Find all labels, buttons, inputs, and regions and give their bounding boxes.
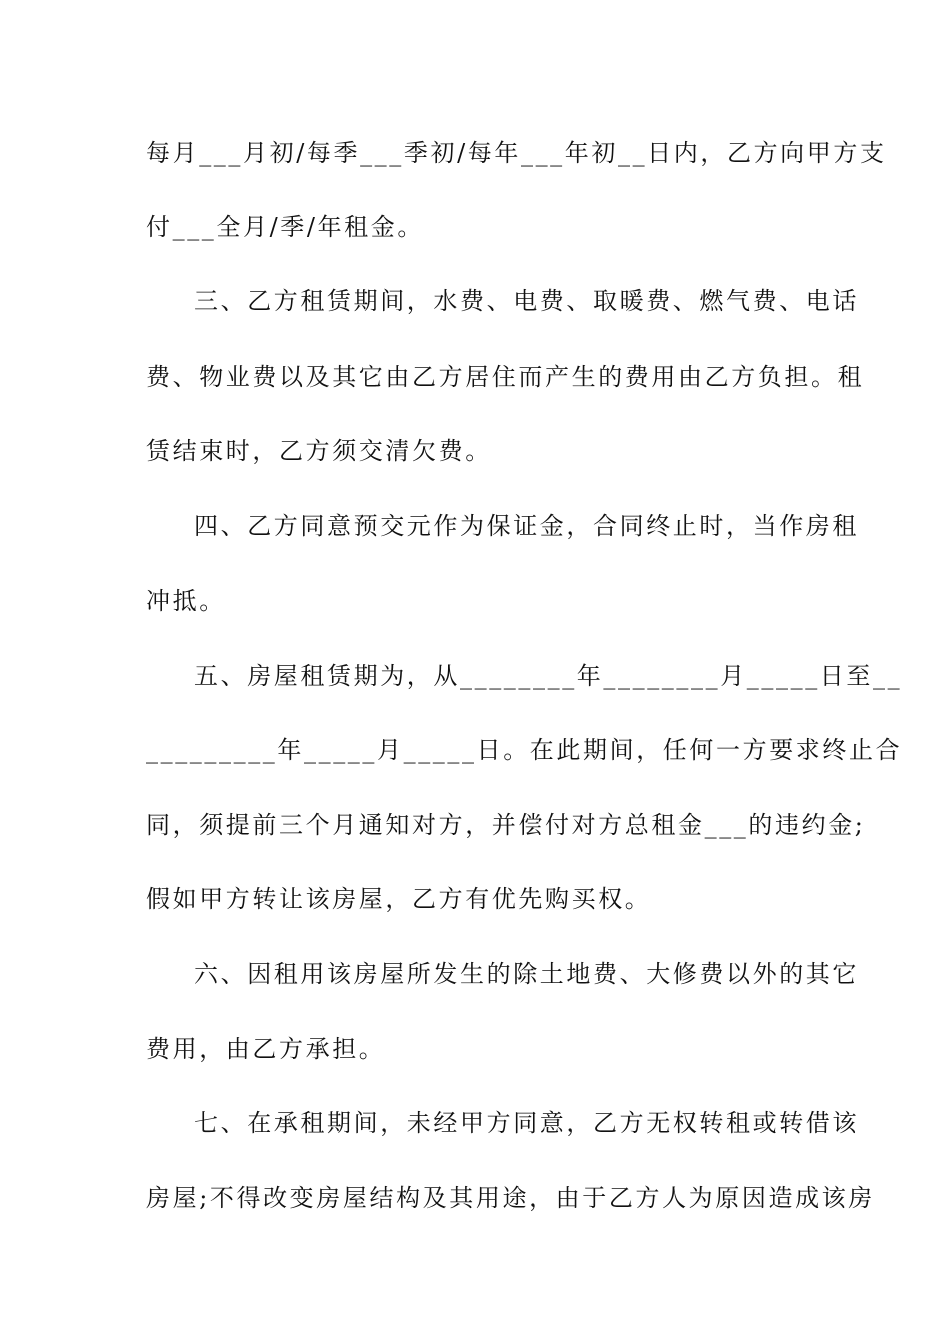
clause-4-line: 四、乙方同意预交元作为保证金，合同终止时，当作房租 xyxy=(194,512,859,540)
text-line: 费用，由乙方承担。 xyxy=(146,1035,386,1063)
clause-6-line: 六、因租用该房屋所发生的除土地费、大修费以外的其它 xyxy=(194,960,859,988)
text-line: 冲抵。 xyxy=(146,587,226,615)
text-line: _________年_____月_____日。在此期间，任何一方要求终止合 xyxy=(146,736,903,764)
clause-3-line: 三、乙方租赁期间，水费、电费、取暖费、燃气费、电话 xyxy=(194,287,859,315)
text-line: 赁结束时，乙方须交清欠费。 xyxy=(146,437,492,465)
text-line: 每月___月初/每季___季初/每年___年初__日内，乙方向甲方支 xyxy=(146,139,887,167)
text-line: 费、物业费以及其它由乙方居住而产生的费用由乙方负担。租 xyxy=(146,363,865,391)
text-line: 付___全月/季/年租金。 xyxy=(146,213,424,241)
text-line: 房屋;不得改变房屋结构及其用途，由于乙方人为原因造成该房 xyxy=(146,1184,875,1212)
text-line: 假如甲方转让该房屋，乙方有优先购买权。 xyxy=(146,885,652,913)
clause-5-line: 五、房屋租赁期为，从________年________月_____日至__ xyxy=(194,662,903,690)
clause-7-line: 七、在承租期间，未经甲方同意，乙方无权转租或转借该 xyxy=(194,1109,859,1137)
text-line: 同，须提前三个月通知对方，并偿付对方总租金___的违约金; xyxy=(146,811,866,839)
